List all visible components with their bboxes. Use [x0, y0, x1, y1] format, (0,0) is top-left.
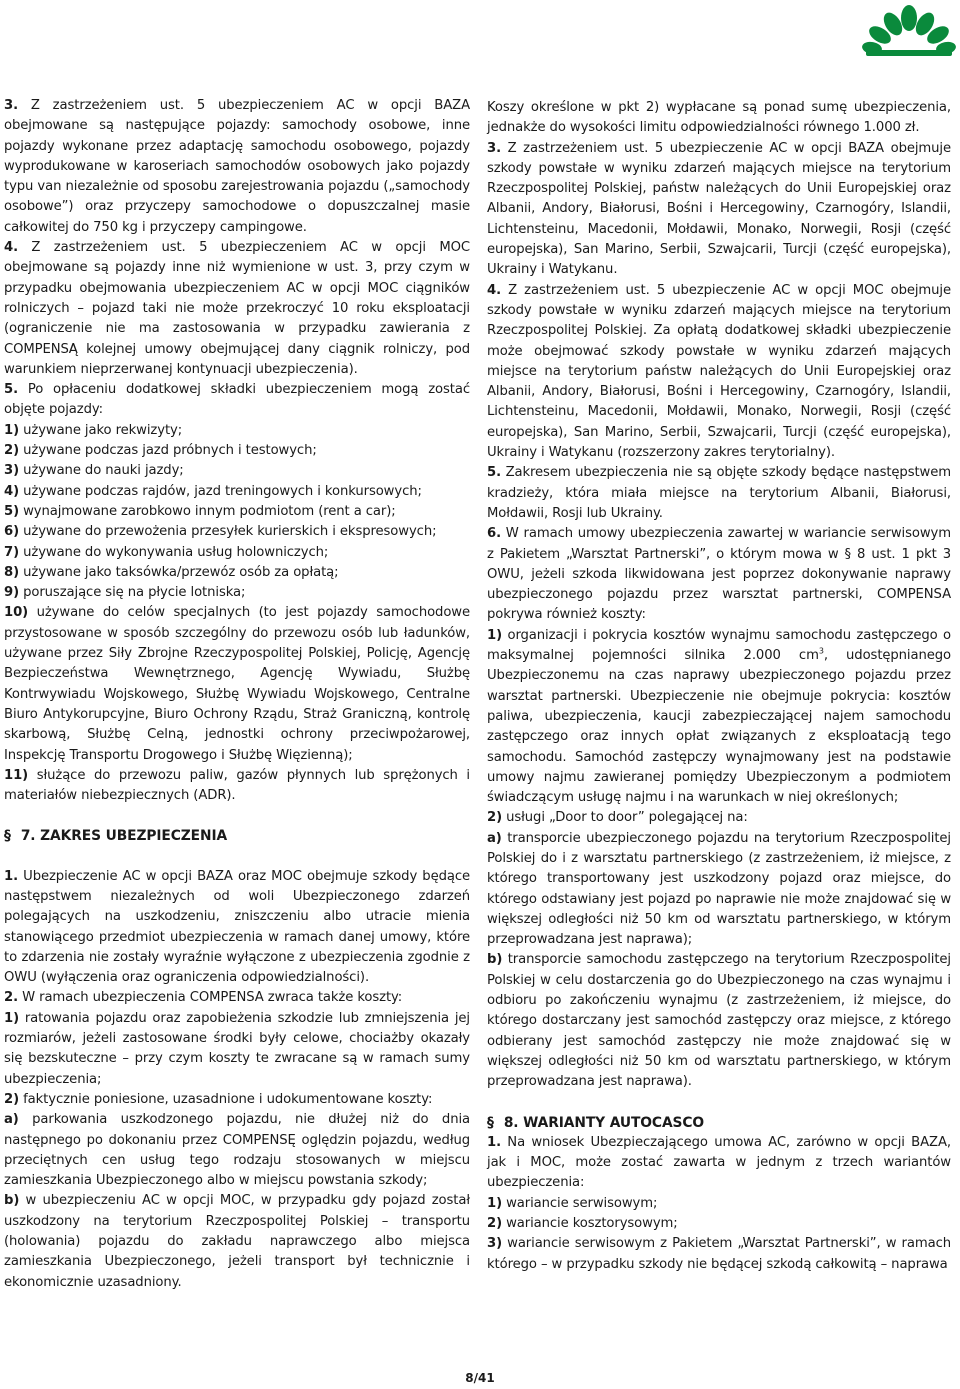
- item-text: Na wniosek Ubezpieczającego umowa AC, zarówno w opcji BAZA, jak i MOC, może zostać zawarta w jednym z trzech wariantów ubezpieczenia:: [487, 1134, 951, 1191]
- paragraph: [487, 1214, 951, 1234]
- item-number: 2.: [4, 990, 18, 1006]
- item-text: transporcie samochodu zastępczego na terytorium Rzeczpospolitej Polskiej w celu dostarczenia go do Ubezpieczonego na czas wynajmu i odbioru po zakończeniu wynajmu (z zastrzeżeniem, iż miejsce, do którego dostarczany jest samochód zastępczy oraz miejsce, z którego odbierany jest samochód zastępczy nie może znajdować się w większej odległości niż 50 km od warsztatu partnerskiego, w którym przeprowadzana jest naprawa).: [487, 952, 951, 1090]
- section-symbol: §: [4, 828, 11, 845]
- item-text: Ubezpieczenie AC w opcji BAZA oraz MOC obejmuje szkody będące następstwem niezależnych od woli Ubezpieczonego zdarzeń polegających na uszkodzeniu, zniszczeniu albo utracie mienia stanowiącego przedmiot ubezpieczenia w ramach danej umowy, które to zdarzenia nie zostały wyraźnie wyłączone z ubezpieczenia zgodnie z OWU (wyłączenia oraz ograniczenia odpowiedzialności).: [4, 868, 470, 986]
- item-text: Po opłaceniu dodatkowej składki ubezpieczeniem mogą zostać objęte pojazdy:: [4, 382, 470, 418]
- item-text: transporcie ubezpieczonego pojazdu na terytorium Rzeczpospolitej Polskiej do i z warsztatu partnerskiego (z zastrzeżeniem, iż miejsce, z którego transportowany jest uszkodzony pojazd oraz miejsce, do którego odstawiany jest pojazd po naprawie nie może znajdować się w większej odległości niż 50 km od warsztatu partnerskiego, w którym przeprowadzana jest naprawa);: [487, 830, 951, 948]
- item-text: używane do nauki jazdy;: [19, 463, 184, 479]
- item-text: ratowania pojazdu oraz zapobieżenia szkodzie lub zmniejszenia jej rozmiarów, jeżeli zastosowane środki były celowe, chociażby okazały się bezskuteczne – przy czym koszty te zwracane są w ramach sumy ubezpieczenia;: [4, 1010, 470, 1087]
- paragraph: [4, 1090, 470, 1110]
- paragraph: [4, 238, 470, 380]
- item-number: 2): [4, 1091, 20, 1107]
- paragraph: [487, 281, 951, 464]
- item-number: 1.: [4, 868, 18, 884]
- paragraph: [4, 583, 470, 603]
- paragraph: [487, 626, 951, 809]
- item-number: 4.: [4, 240, 18, 256]
- item-text: używane podczas rajdów, jazd treningowych i konkursowych;: [19, 483, 422, 499]
- item-text: poruszające się na płycie lotniska;: [19, 585, 246, 601]
- item-text: służące do przewozu paliw, gazów płynnych lub sprężonych i materiałów niebezpiecznych (ADR).: [4, 767, 470, 804]
- left-text-column: [4, 96, 470, 1293]
- item-number: 9): [4, 585, 20, 601]
- item-text: używane do celów specjalnych (to jest pojazdy samochodowe przystosowane w sposób szczególny do przewozu osób lub ładunków, używane przez Siły Zbrojne Rzeczypospolitej Polskiej, Policję, Agencję Bezpieczeństwa Wewnętrznego, Agencję Wywiadu, Służbę Kontrwywiadu Wojskowego, Służbę Wywiadu Wojskowego, Centralne Biuro Antykorupcyjne, Biuro Ochrony Rządu, Straż Graniczną, kontrolę skarbową, Służbę Celną, jednostki ochrony przeciwpożarowej, Inspekcję Transportu Drogowego i Służbę Więzienną);: [4, 605, 470, 763]
- item-number: 4): [4, 483, 20, 499]
- paragraph: [4, 603, 470, 765]
- section-heading: [4, 826, 470, 846]
- item-text: faktycznie poniesione, uzasadnione i udokumentowane koszty:: [19, 1091, 433, 1107]
- item-text: wariancie kosztorysowym;: [502, 1216, 678, 1232]
- item-number: 5.: [487, 465, 501, 481]
- right-text-column: [487, 98, 951, 1275]
- paragraph: [4, 441, 470, 461]
- item-text: używane jako taksówka/przewóz osób za opłatą;: [19, 564, 339, 580]
- paragraph: [487, 139, 951, 281]
- item-text-tail: , udostępnianego Ubezpieczonemu na czas naprawy ubezpieczonego pojazdu przez warsztat partnerski. Ubezpieczenie nie obejmuje pokrycia: kosztów paliwa, ubezpieczenia, kaucji zabezpieczającej najem samochodu zastępczego oraz innych opłat związanych z eksploatacją tego samochodu. Samochód zastępczy wynajmowany jest na podstawie umowy najmu zawieranej pomiędzy Ubezpieczonym a podmiotem świadczącym usługę najmu i na warunkach w niej określonych;: [487, 648, 951, 806]
- item-text: usługi „Door to door” polegającej na:: [502, 810, 748, 826]
- section-title: 7. ZAKRES UBEZPIECZENIA: [20, 828, 228, 845]
- item-number: 3): [4, 463, 20, 479]
- paragraph: [4, 380, 470, 421]
- item-text: używane do wykonywania usług holowniczych;: [19, 544, 329, 560]
- item-number: 5): [4, 503, 20, 519]
- section-heading: [487, 1113, 951, 1133]
- paragraph: [487, 950, 951, 1092]
- item-text: używane jako rekwizyty;: [19, 422, 183, 438]
- item-number: 7): [4, 544, 20, 560]
- paragraph: [4, 482, 470, 502]
- item-number: 3): [487, 1236, 503, 1252]
- item-number: b): [4, 1193, 20, 1209]
- item-text: W ramach ubezpieczenia COMPENSA zwraca także koszty:: [18, 990, 403, 1006]
- item-text: parkowania uszkodzonego pojazdu, nie dłużej niż do dnia następnego po dokonaniu przez COMPENSĘ oględzin pojazdu, według przeciętnych cen usług tego rodzaju stosowanych w miejscu zamieszkania Ubezpieczonego albo w miejscu powstania szkody;: [4, 1112, 470, 1189]
- item-text: Z zastrzeżeniem ust. 5 ubezpieczenie AC w opcji BAZA obejmuje szkody powstałe w wyniku zdarzeń mających miejsce na terytorium Rzeczpospolitej Polskiej, państw należących do Unii Europejskiej oraz Albanii, Andory, Białorusi, Bośni i Hercegowiny, Czarnogóry, Islandii, Lichtensteinu, Macedonii, Mołdawii, Monako, Norwegii, Rosji (część europejska), San Marino, Serbii, Szwajcarii, Turcji (część europejska), Ukrainy i Watykanu.: [487, 140, 951, 278]
- superscript: 3: [818, 646, 824, 656]
- paragraph: [4, 543, 470, 563]
- item-text: wynajmowane zarobkowo innym podmiotom (rent a car);: [19, 503, 396, 519]
- item-text: Zakresem ubezpieczenia nie są objęte szkody będące następstwem kradzieży, która miała miejsce na terytorium Albanii, Białorusi, Mołdawii, Rosji lub Ukrainy.: [487, 465, 951, 521]
- paragraph: [487, 463, 951, 524]
- item-number: a): [4, 1112, 19, 1128]
- page-number: 8/41: [465, 1371, 495, 1385]
- item-text: używane do przewożenia przesyłek kurierskich i ekspresowych;: [19, 524, 437, 540]
- paragraph: [487, 1133, 951, 1194]
- paragraph: [4, 1110, 470, 1191]
- item-number: 11): [4, 767, 29, 783]
- paragraph: [4, 988, 470, 1008]
- item-number: 10): [4, 605, 29, 621]
- item-number: 3.: [4, 98, 18, 113]
- item-number: 1): [4, 422, 20, 438]
- paragraph: [4, 1191, 470, 1292]
- paragraph: [487, 829, 951, 951]
- item-text: używane podczas jazd próbnych i testowych;: [19, 443, 317, 459]
- item-number: 1): [487, 1195, 503, 1211]
- item-text: Z zastrzeżeniem ust. 5 ubezpieczeniem AC w opcji BAZA obejmowane są następujące pojazdy: samochody osobowe, inne pojazdy wykonane przez adaptację samochodu osobowego, pojazdy wyprodukowane w karoseriach samochodów osobowych jako pojazdy typu van niezależnie od sposobu zarejestrowania pojazdu („samochody osobowe”) oraz przyczepy samochodowe o dopuszczalnej masie całkowitej do 750 kg i przyczepy campingowe.: [4, 98, 470, 235]
- paragraph: [487, 1234, 951, 1275]
- item-text: Z zastrzeżeniem ust. 5 ubezpieczenie AC w opcji MOC obejmuje szkody powstałe w wyniku zdarzeń mających miejsce na terytorium Rzeczpospolitej Polskiej. Za opłatą dodatkowej składki ubezpieczenie może obejmować szkody powstałe w wyniku zdarzeń mających miejsce na terytorium państw należących do Unii Europejskiej oraz Albanii, Andory, Białorusi, Bośni i Hercegowiny, Czarnogóry, Islandii, Lichtensteinu, Macedonii, Mołdawii, Monako, Norwegii, Rosji (część europejska), San Marino, Serbii, Szwajcarii, Turcji (część europejska), Ukrainy i Watykanu (rozszerzony zakres terytorialny).: [487, 282, 951, 461]
- item-number: 3.: [487, 140, 501, 156]
- item-text: Z zastrzeżeniem ust. 5 ubezpieczeniem AC w opcji MOC obejmowane są pojazdy inne niż wymienione w ust. 3, przy czym w przypadku obejmowania ubezpieczeniem AC w opcji MOC ciągników rolniczych – pojazd taki nie może przekroczyć 10 roku eksploatacji (ograniczenie nie ma zastosowania w przypadku zawierania z COMPENSĄ kolejnej umowy obejmującej dany ciągnik rolniczy, pod warunkiem nieprzerwanej kontynuacji ubezpieczenia).: [4, 240, 470, 377]
- item-number: 1.: [487, 1134, 501, 1150]
- item-text: wariancie serwisowym;: [502, 1195, 658, 1211]
- item-number: 2): [487, 810, 503, 826]
- paragraph: [487, 808, 951, 828]
- item-text: W ramach umowy ubezpieczenia zawartej w wariancie serwisowym z Pakietem „Warsztat Partnerski”, o którym mowa w § 8 ust. 1 pkt 3 OWU, jeżeli szkoda likwidowana jest poprzez dokonywanie naprawy ubezpieczonego pojazdu przez warsztat partnerski, COMPENSA pokrywa również koszty:: [487, 526, 951, 623]
- item-number: 4.: [487, 282, 501, 298]
- paragraph: [4, 461, 470, 481]
- item-number: 2): [487, 1216, 503, 1232]
- paragraph: [4, 96, 470, 238]
- paragraph: [4, 867, 470, 989]
- section-title: 8. WARIANTY AUTOCASCO: [503, 1114, 705, 1131]
- item-number: 5.: [4, 382, 18, 398]
- item-number: 6): [4, 524, 20, 540]
- item-text: w ubezpieczeniu AC w opcji MOC, w przypadku gdy pojazd został uszkodzony na terytorium Rzeczpospolitej Polskiej – transportu (holowania) pojazdu do zakładu naprawczego albo miejsca zamieszkania Ubezpieczonego, jeżeli transport był technicznie i ekonomicznie uzasadniony.: [4, 1193, 470, 1290]
- item-number: 8): [4, 564, 20, 580]
- section-symbol: §: [487, 1114, 494, 1131]
- item-number: 6.: [487, 526, 501, 542]
- compensa-leaf-logo-icon: [862, 4, 956, 56]
- paragraph: [4, 502, 470, 522]
- item-number: 2): [4, 443, 20, 459]
- item-text: organizacji i pokrycia kosztów wynajmu samochodu zastępczego o maksymalnej pojemności silnika 2.000 cm: [487, 627, 951, 664]
- item-text: Koszy określone w pkt 2) wypłacane są ponad sumę ubezpieczenia, jednakże do wysokości limitu odpowiedzialności równego 1.000 zł.: [487, 100, 951, 136]
- item-number: 1): [487, 627, 503, 643]
- paragraph: [4, 766, 470, 807]
- paragraph: [4, 563, 470, 583]
- paragraph: [487, 1194, 951, 1214]
- paragraph: [487, 524, 951, 625]
- item-text: wariancie serwisowym z Pakietem „Warsztat Partnerski”, w ramach którego – w przypadku szkody nie będącej szkodą całkowitą – naprawa: [487, 1236, 951, 1272]
- item-number: 1): [4, 1010, 20, 1026]
- item-number: b): [487, 952, 503, 968]
- paragraph: [4, 421, 470, 441]
- paragraph: [4, 522, 470, 542]
- paragraph: [4, 1009, 470, 1090]
- item-number: a): [487, 830, 502, 846]
- paragraph: [487, 98, 951, 139]
